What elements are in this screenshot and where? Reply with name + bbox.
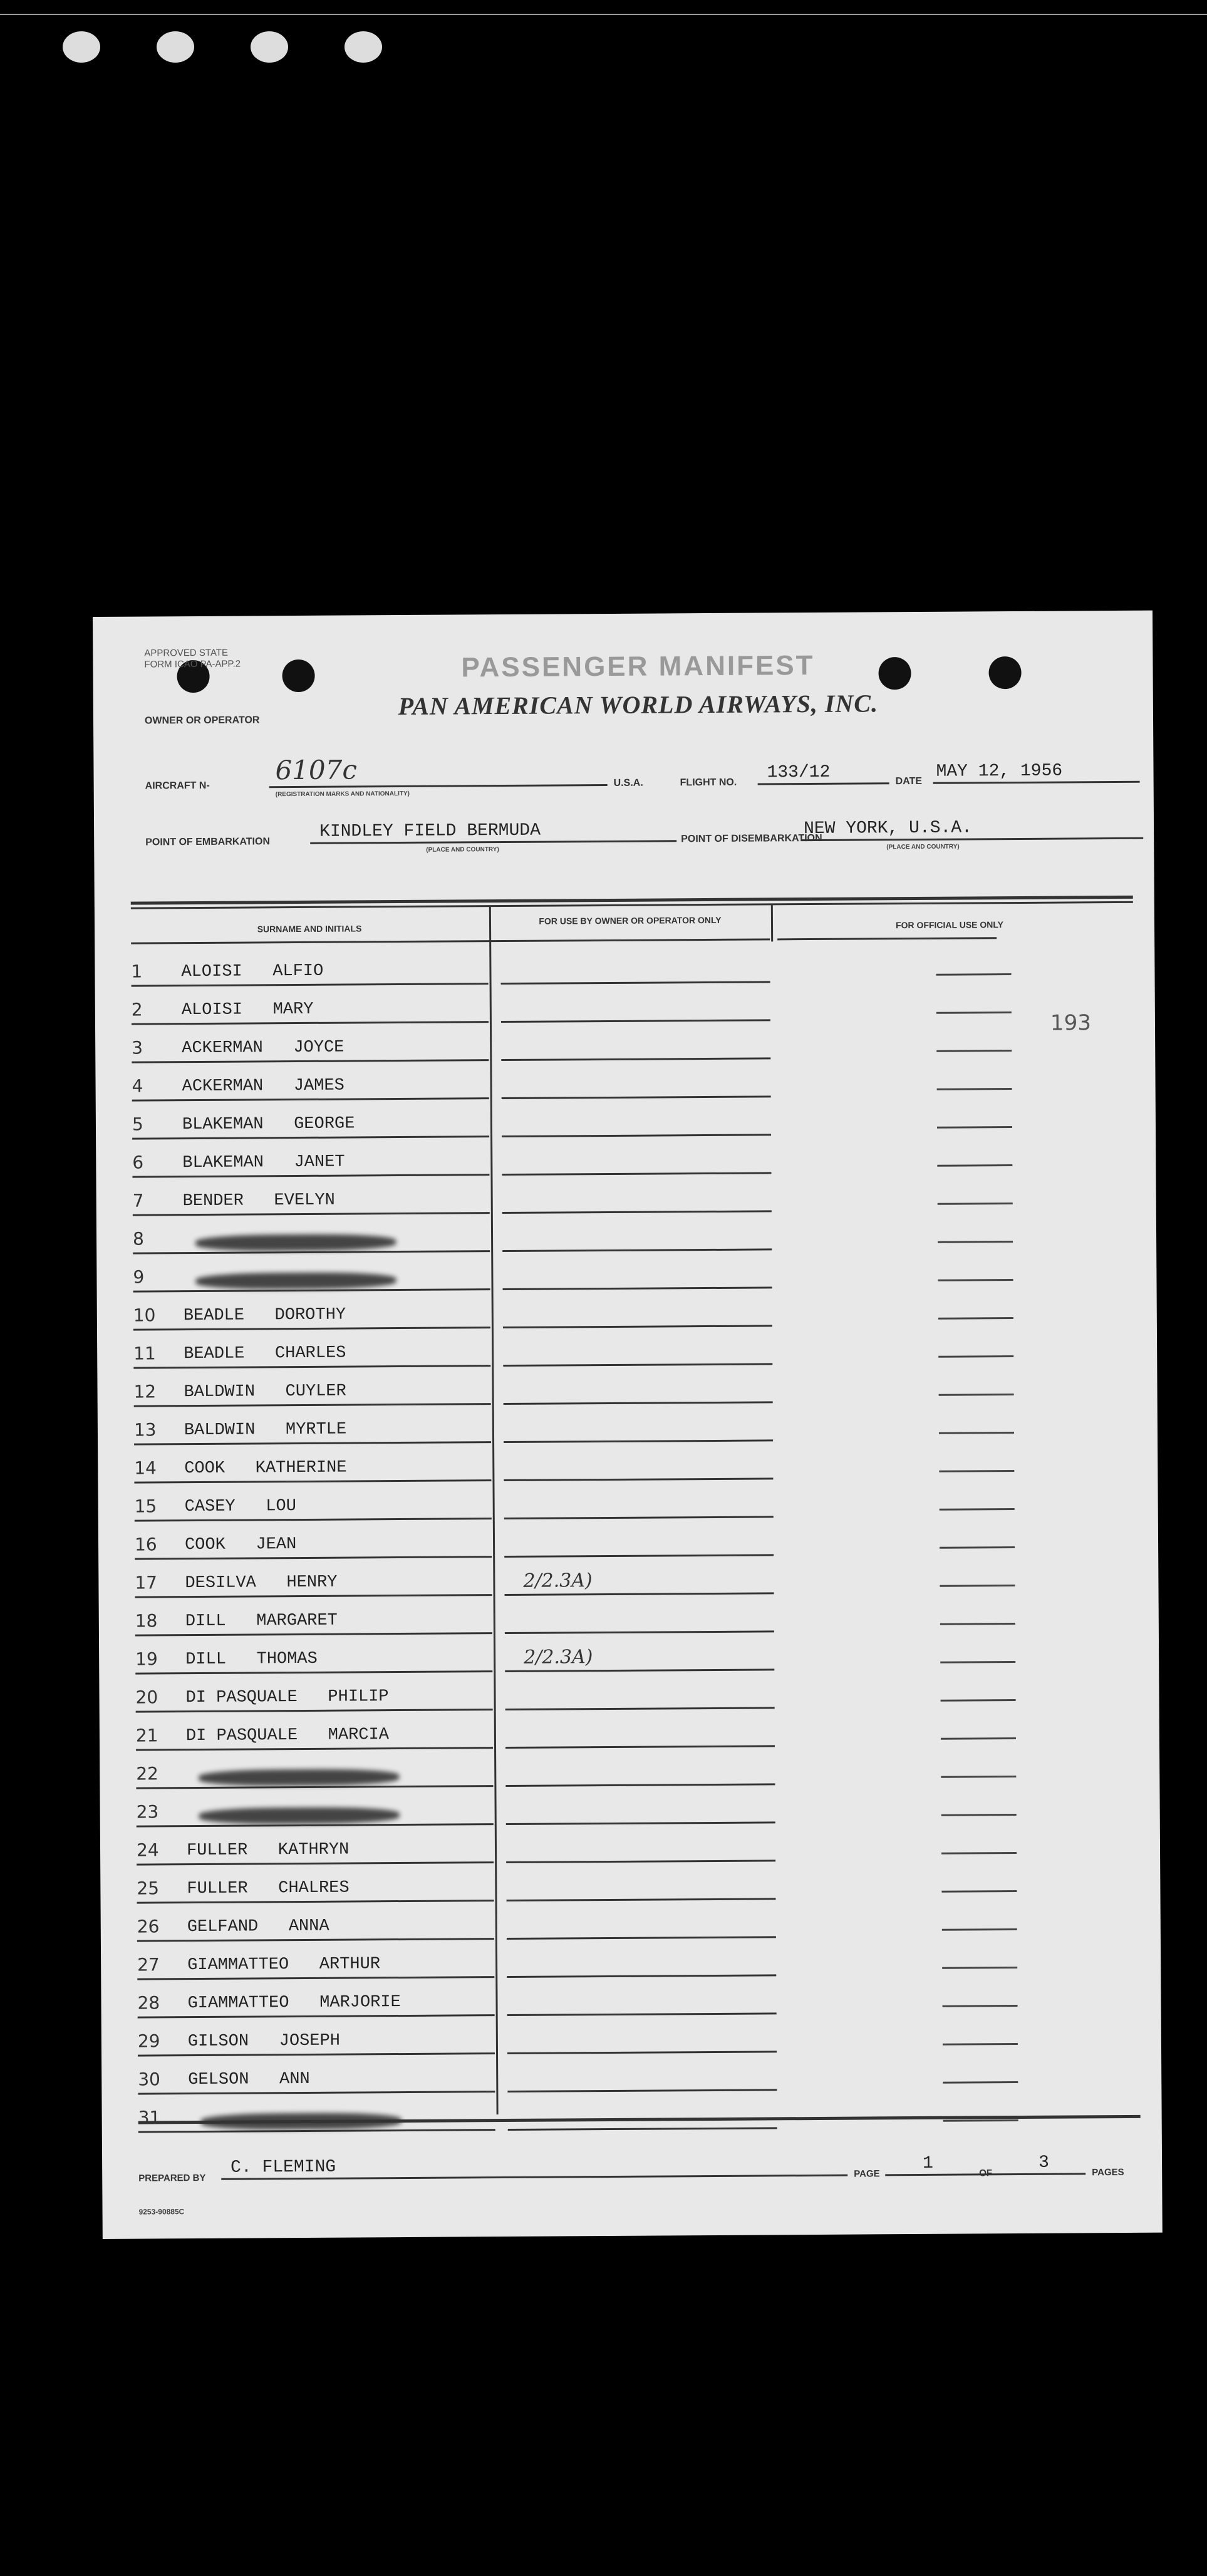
passenger-row: [138, 2089, 1140, 2133]
film-mark: [157, 31, 194, 63]
row-number: 22: [136, 1763, 159, 1784]
embarkation-label: POINT OF EMBARKATION: [145, 836, 271, 848]
passenger-name: BALDWIN MYRTLE: [184, 1420, 347, 1441]
passenger-row: [137, 1860, 1139, 1904]
passenger-row: [134, 1401, 1136, 1446]
row-rule: [939, 1432, 1014, 1434]
passenger-row: [131, 943, 1133, 987]
row-rule: [508, 2127, 777, 2131]
row-rule: [940, 1661, 1015, 1663]
row-number: 5: [132, 1114, 143, 1135]
row-rule: [138, 2129, 495, 2133]
row-rule: [938, 1241, 1013, 1243]
passenger-row: [132, 1019, 1134, 1063]
embarkation-value: KINDLEY FIELD BERMUDA: [319, 820, 541, 842]
row-number: 12: [133, 1381, 157, 1402]
row-number: 4: [132, 1075, 143, 1097]
passenger-name: ACKERMAN JOYCE: [182, 1038, 344, 1058]
passenger-row: [137, 1821, 1139, 1866]
row-rule: [940, 1585, 1015, 1587]
passenger-row: [138, 2012, 1140, 2057]
approval-note: APPROVED STATE FORM ICAO PA-APP.2: [144, 647, 241, 670]
header-bottom-rule: [131, 938, 770, 944]
row-number: 23: [136, 1801, 159, 1823]
row-number: 15: [134, 1496, 157, 1517]
row-rule: [941, 1890, 1017, 1893]
redaction-mark: [199, 1807, 400, 1824]
row-number: 10: [133, 1305, 156, 1326]
row-rule: [942, 1928, 1017, 1931]
passenger-row: [138, 2051, 1140, 2095]
passenger-name: BENDER EVELYN: [182, 1191, 335, 1211]
form-title: PASSENGER MANIFEST: [461, 649, 815, 683]
passenger-row: [136, 1783, 1138, 1828]
passenger-name: GELSON ANN: [188, 2069, 310, 2090]
operator-note: 2/2.3A): [523, 1570, 593, 1592]
passenger-row: [132, 1095, 1134, 1140]
row-rule: [936, 973, 1012, 976]
aircraft-label: AIRCRAFT N-: [145, 780, 210, 792]
page-total: 3: [1039, 2153, 1050, 2173]
row-number: 29: [137, 2030, 160, 2052]
row-rule: [939, 1394, 1014, 1396]
column-header-surname: SURNAME AND INITIALS: [257, 923, 362, 934]
punch-hole: [878, 657, 911, 690]
row-rule: [937, 1126, 1012, 1129]
row-number: 2: [131, 999, 143, 1020]
flight-number: 133/12: [767, 762, 831, 783]
passenger-row: [137, 1936, 1139, 1980]
row-number: 31: [138, 2107, 161, 2128]
of-label: OF: [979, 2168, 993, 2179]
pages-label: PAGES: [1092, 2166, 1124, 2178]
manifest-sheet: [93, 611, 1163, 2239]
passenger-row: [135, 1554, 1137, 1598]
passenger-row: [137, 1898, 1139, 1942]
row-rule: [936, 1011, 1012, 1014]
passenger-name: FULLER KATHRYN: [186, 1840, 350, 1861]
page-label: PAGE: [854, 2168, 880, 2180]
passenger-row: [136, 1707, 1138, 1751]
passenger-row: [132, 1172, 1134, 1216]
disembarkation-value: NEW YORK, U.S.A.: [803, 818, 973, 839]
row-rule: [939, 1470, 1014, 1472]
row-rule: [938, 1355, 1013, 1358]
row-rule: [943, 2043, 1018, 2046]
passenger-name: DI PASQUALE MARCIA: [185, 1725, 390, 1746]
passenger-row: [134, 1439, 1136, 1484]
disembarkation-label: POINT OF DISEMBARKATION: [681, 832, 822, 845]
film-mark: [344, 31, 382, 63]
passenger-name: GIAMMATTEO MARJORIE: [187, 1993, 401, 2014]
row-rule: [940, 1546, 1015, 1549]
row-rule: [941, 1699, 1016, 1702]
flight-date: MAY 12, 1956: [936, 761, 1063, 782]
passenger-row: [137, 1974, 1139, 2019]
passenger-name: ALOISI MARY: [181, 1000, 314, 1020]
passenger-row: [135, 1516, 1137, 1560]
row-rule: [936, 1050, 1012, 1052]
film-mark: [63, 31, 100, 63]
registration-caption: (REGISTRATION MARKS AND NATIONALITY): [275, 790, 410, 799]
prepared-label: PREPARED BY: [138, 2172, 206, 2184]
passenger-name: BEADLE DOROTHY: [183, 1305, 346, 1326]
passenger-name: GIAMMATTEO ARTHUR: [187, 1955, 381, 1975]
passenger-name: BLAKEMAN GEORGE: [182, 1114, 355, 1135]
form-code: 9253-90885C: [138, 2207, 185, 2216]
column-divider: [771, 904, 773, 941]
passenger-name: FULLER CHALRES: [187, 1878, 350, 1899]
redaction-mark: [195, 1234, 396, 1251]
passenger-name: DILL THOMAS: [185, 1649, 318, 1670]
prepared-by-value: C. FLEMING: [231, 2157, 336, 2178]
page-number: 1: [923, 2153, 934, 2173]
row-number: 30: [138, 2069, 161, 2090]
punch-hole: [988, 656, 1021, 689]
column-header-owner: FOR USE BY OWNER OR OPERATOR ONLY: [539, 914, 722, 926]
row-number: 26: [137, 1916, 160, 1937]
row-number: 28: [137, 1992, 160, 2014]
passenger-name: BEADLE CHARLES: [184, 1343, 346, 1364]
operator-note: 2/2.3A): [524, 1646, 593, 1668]
row-rule: [943, 2005, 1018, 2007]
row-rule: [940, 1508, 1015, 1511]
passenger-row: [132, 981, 1134, 1025]
passenger-row: [133, 1210, 1135, 1254]
passenger-row: [132, 1057, 1134, 1102]
passenger-row: [135, 1592, 1137, 1637]
row-number: 19: [135, 1648, 158, 1670]
row-rule: [941, 1814, 1017, 1816]
row-rule: [937, 1088, 1012, 1090]
passenger-name: BALDWIN CUYLER: [184, 1382, 346, 1402]
row-number: 13: [133, 1419, 157, 1441]
punch-hole: [282, 660, 314, 692]
row-number: 24: [136, 1839, 159, 1861]
row-rule: [940, 1623, 1015, 1625]
row-number: 18: [135, 1610, 158, 1632]
passenger-row: [135, 1630, 1137, 1675]
row-number: 14: [134, 1457, 157, 1479]
flight-underline: [758, 782, 889, 785]
passenger-name: GELFAND ANNA: [187, 1916, 329, 1937]
passenger-name: COOK JEAN: [184, 1535, 297, 1555]
passenger-row: [135, 1668, 1137, 1713]
passenger-name: COOK KATHERINE: [184, 1458, 347, 1479]
row-number: 8: [132, 1228, 144, 1249]
flight-label: FLIGHT NO.: [680, 777, 737, 789]
row-number: 11: [133, 1343, 156, 1364]
row-number: 17: [135, 1572, 158, 1593]
passenger-row: [133, 1363, 1136, 1407]
row-number: 7: [132, 1190, 144, 1211]
country-label: U.S.A.: [613, 777, 643, 789]
date-underline: [933, 781, 1140, 784]
row-rule: [943, 2119, 1018, 2122]
row-number: 3: [132, 1037, 143, 1058]
passenger-name: DILL MARGARET: [185, 1611, 338, 1632]
passenger-row: [136, 1745, 1138, 1789]
date-label: DATE: [895, 775, 923, 787]
row-rule: [938, 1317, 1013, 1320]
row-rule: [941, 1852, 1017, 1854]
redaction-mark: [199, 1769, 399, 1786]
row-rule: [941, 1776, 1016, 1778]
passenger-name: ALOISI ALFIO: [181, 961, 324, 982]
passenger-name: DESILVA HENRY: [185, 1573, 338, 1593]
film-edge: [0, 0, 1207, 15]
header-bottom-rule: [777, 937, 997, 940]
passenger-row: [134, 1477, 1136, 1522]
row-rule: [943, 2081, 1018, 2084]
passenger-row: [133, 1286, 1136, 1331]
row-rule: [941, 1737, 1016, 1740]
disembarkation-caption: (PLACE AND COUNTRY): [886, 843, 960, 851]
passenger-row: [132, 1134, 1134, 1178]
passenger-name: BLAKEMAN JANET: [182, 1152, 345, 1173]
passenger-name: ACKERMAN JAMES: [182, 1076, 344, 1097]
passenger-name: GILSON JOSEPH: [187, 2031, 341, 2052]
row-number: 20: [135, 1687, 158, 1708]
redaction-mark: [195, 1272, 396, 1290]
embarkation-caption: (PLACE AND COUNTRY): [426, 846, 499, 854]
row-rule: [938, 1279, 1013, 1281]
row-rule: [942, 1967, 1017, 1969]
row-number: 16: [134, 1534, 157, 1555]
row-rule: [938, 1203, 1013, 1205]
row-rule: [937, 1164, 1012, 1167]
passenger-row: [133, 1325, 1136, 1369]
passenger-row: [133, 1248, 1135, 1293]
row-number: 27: [137, 1954, 160, 1975]
company-name: PAN AMERICAN WORLD AIRWAYS, INC.: [398, 689, 879, 721]
row-number: 25: [137, 1878, 160, 1899]
row-number: 6: [132, 1152, 144, 1173]
row-number: 21: [135, 1725, 158, 1746]
owner-label: OWNER OR OPERATOR: [144, 715, 260, 727]
side-number: 193: [1050, 1010, 1092, 1036]
passenger-name: DI PASQUALE PHILIP: [185, 1687, 389, 1708]
aircraft-number: 6107c: [275, 754, 358, 786]
column-header-official: FOR OFFICIAL USE ONLY: [896, 919, 1004, 931]
film-mark: [251, 31, 288, 63]
row-number: 9: [133, 1266, 145, 1288]
row-number: 1: [131, 961, 143, 982]
passenger-name: CASEY LOU: [184, 1497, 297, 1517]
